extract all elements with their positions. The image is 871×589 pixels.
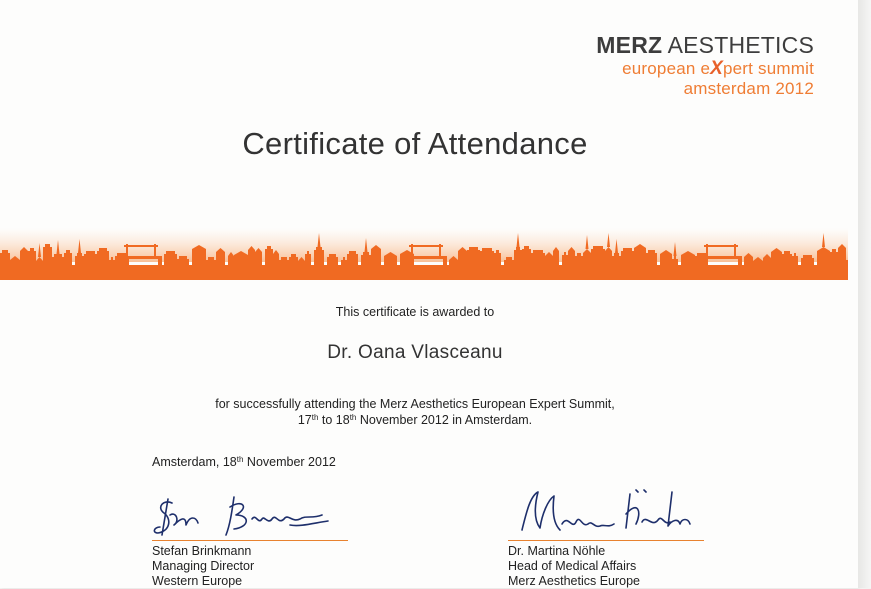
awarded-text: This certificate is awarded to — [335, 305, 495, 319]
issue-day-suffix: th — [236, 455, 244, 464]
signatory-left — [152, 544, 254, 589]
attendance-dates — [0, 413, 830, 427]
recipient-name: Dr. Oana Vlasceanu — [327, 342, 503, 363]
brand-location-year: amsterdam 2012 — [683, 79, 814, 98]
page-edge — [858, 0, 871, 588]
date-day1-suffix: th — [311, 413, 319, 422]
signatory-org: Western Europe — [152, 574, 243, 588]
signature-line-right — [508, 540, 704, 541]
issue-day: 18 — [222, 455, 237, 469]
attendance-statement: for successfully attending the Merz Aesthetics European Expert Summit, — [215, 397, 615, 411]
date-day2: 18 — [335, 413, 350, 427]
signature-right — [512, 484, 712, 542]
brand-company — [596, 34, 814, 57]
date-day1: 17 — [297, 413, 312, 427]
date-day2-suffix: th — [349, 413, 357, 422]
brand-event — [596, 59, 814, 78]
signatory-name: Stefan Brinkmann — [152, 544, 252, 558]
issue-place-date — [152, 455, 336, 469]
signatory-title: Head of Medical Affairs — [508, 559, 637, 573]
brand-event-suffix: pert summit — [723, 59, 814, 78]
certificate-title: Certificate of Attendance — [242, 126, 588, 161]
issue-month-year: November 2012 — [243, 455, 336, 469]
signatory-right — [508, 544, 640, 589]
date-to: to — [318, 413, 336, 427]
issue-place: Amsterdam, — [152, 455, 223, 469]
signatory-title: Managing Director — [152, 559, 255, 573]
brand-company-bold: MERZ — [596, 32, 663, 58]
brand-logo — [596, 34, 814, 97]
signature-left — [150, 485, 350, 543]
amsterdam-skyline-banner — [0, 228, 848, 280]
signature-line-left — [152, 540, 348, 541]
date-rest: November 2012 in Amsterdam. — [356, 413, 533, 427]
brand-event-prefix: european e — [622, 59, 711, 78]
brand-event-x: X — [710, 58, 723, 79]
brand-company-rest: AESTHETICS — [662, 32, 814, 58]
signatory-name: Dr. Martina Nöhle — [508, 544, 606, 558]
signatory-org: Merz Aesthetics Europe — [508, 574, 641, 588]
